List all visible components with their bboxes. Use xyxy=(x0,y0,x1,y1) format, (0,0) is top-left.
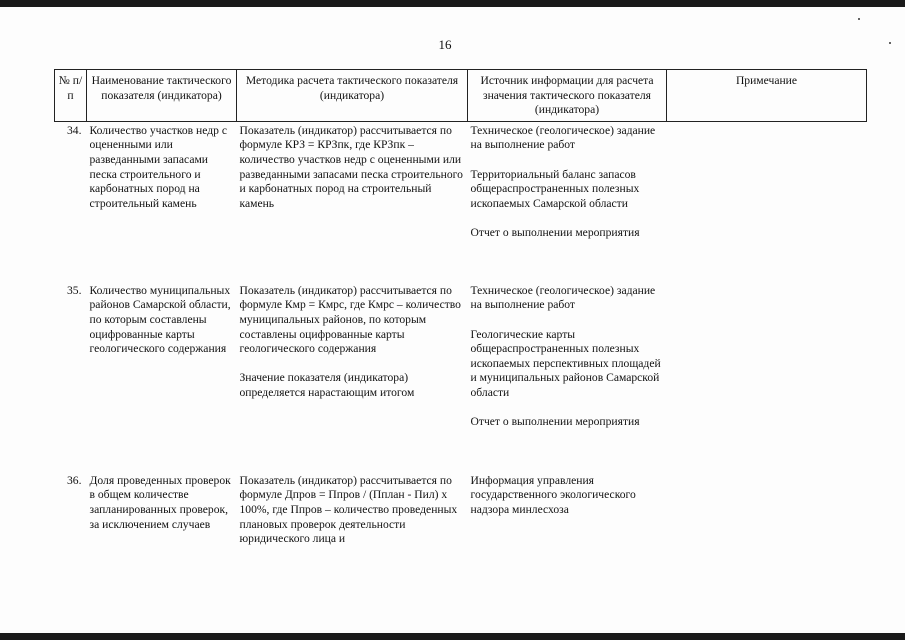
indicator-name: Количество участков недр с оцененными или разведанными запасами песка строительного и карбонатных пород на строительный камень xyxy=(89,123,227,210)
indicator-name: Количество муниципальных районов Самарской области, по которым составлены оцифрованные карты геологического содержания xyxy=(89,283,231,356)
calculation-method xyxy=(237,121,468,284)
information-source xyxy=(468,121,667,284)
source-paragraph: Геологические карты общераспространенных полезных ископаемых перспективных площадей и муниципальных районов Самарской области xyxy=(470,327,661,399)
calculation-method xyxy=(237,284,468,474)
information-source xyxy=(468,284,667,474)
source-paragraph: Отчет о выполнении мероприятия xyxy=(470,225,640,239)
scan-edge-bottom xyxy=(0,633,905,640)
row-number: 36. xyxy=(67,473,82,487)
source-paragraph: Информация управления государственного экологического надзора минлесхоза xyxy=(470,473,636,516)
scan-edge-top xyxy=(0,0,905,7)
note-cell xyxy=(667,474,867,547)
information-source xyxy=(468,474,667,547)
page-number: 16 xyxy=(438,37,452,52)
indicators-table xyxy=(54,69,867,547)
header-source: Источник информации для расчета значения тактического показателя (индикатора) xyxy=(468,70,667,122)
source-paragraph: Отчет о выполнении мероприятия xyxy=(470,415,640,429)
header-name: Наименование тактического показателя (индикатора) xyxy=(87,70,237,122)
indicator-name: Доля проведенных проверок в общем количестве запланированных проверок, за исключением случаев xyxy=(89,473,231,531)
note-cell xyxy=(667,121,867,284)
table-row xyxy=(55,121,867,284)
scan-speck xyxy=(889,42,891,44)
row-number: 35. xyxy=(67,283,82,297)
header-note: Примечание xyxy=(667,70,867,122)
method-paragraph: Значение показателя (индикатора) определяется нарастающим итогом xyxy=(239,371,415,399)
method-paragraph: Показатель (индикатор) рассчитывается по формуле Дпров = Ппров / (Пплан - Пил) x 100%, где Ппров – количество проведенных плановых проверок деятельности юридического лица и xyxy=(239,473,458,546)
table-header-row xyxy=(55,70,867,122)
source-paragraph: Техническое (геологическое) задание на выполнение работ xyxy=(470,283,656,312)
header-num: № п/п xyxy=(55,70,87,122)
table-row xyxy=(55,474,867,547)
table-row xyxy=(55,284,867,474)
method-paragraph: Показатель (индикатор) рассчитывается по формуле Кмр = Кмрс, где Кмрс – количество муниципальных районов, по которым составлены оцифрованные карты геологического содержания xyxy=(239,283,461,356)
scan-speck xyxy=(858,18,860,20)
header-method: Методика расчета тактического показателя (индикатора) xyxy=(237,70,468,122)
row-number: 34. xyxy=(67,123,82,137)
note-cell xyxy=(667,284,867,474)
source-paragraph: Техническое (геологическое) задание на выполнение работ xyxy=(470,123,656,152)
source-paragraph: Территориальный баланс запасов общераспространенных полезных ископаемых Самарской области xyxy=(470,167,640,210)
method-paragraph: Показатель (индикатор) рассчитывается по формуле КРЗ = КРЗпк, где КРЗпк – количество участков недр с оцененными или разведанными запасами песка строительного и карбонатных пород на строительный камень xyxy=(239,123,463,210)
calculation-method xyxy=(237,474,468,547)
